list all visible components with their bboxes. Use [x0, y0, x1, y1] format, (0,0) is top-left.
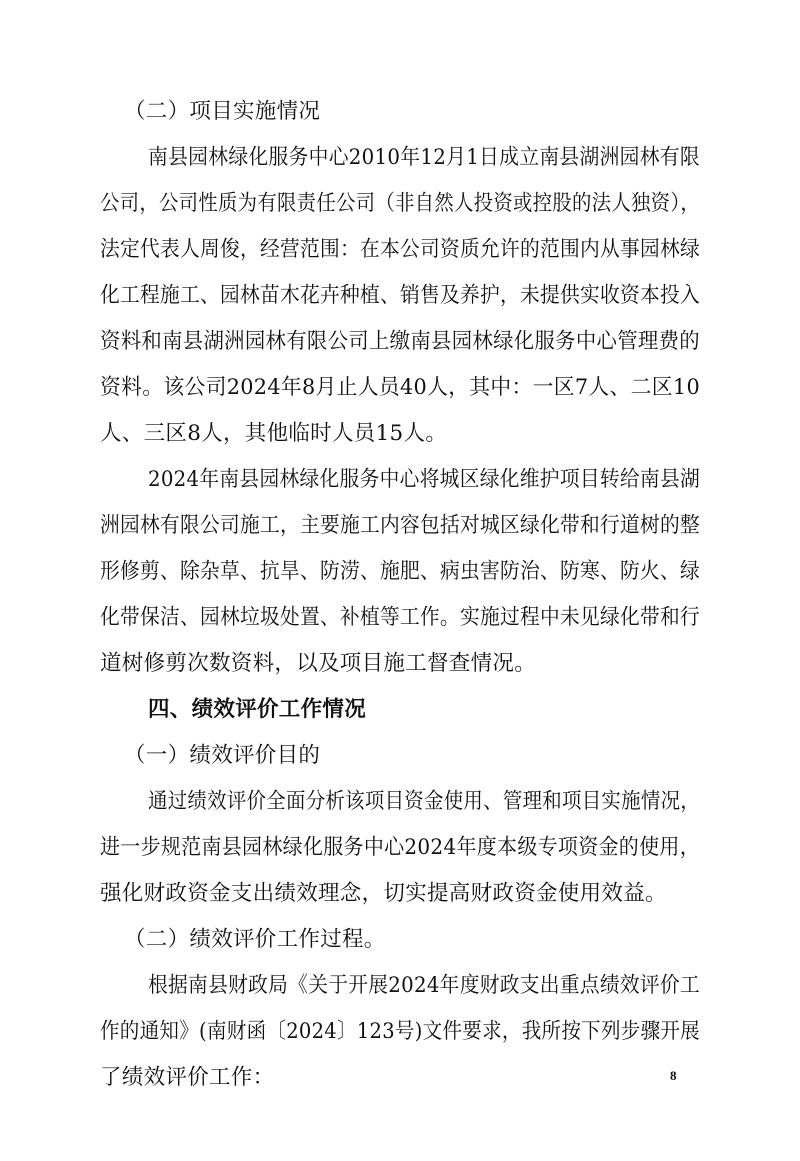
page-number: 8: [670, 1068, 677, 1083]
document-page: （二）项目实施情况 南县园林绿化服务中心2010年12月1日成立南县湖洲园林有限 公司，公司性质为有限责任公司（非自然人投资或控股的法人独资）， 法定代表人周俊，经营范围：在本公司资质允许的范围内从事园林绿 化工程施工、园林苗木花卉种植、销售及养护，未提供实收资本投入 资料和南县湖洲园林有限公司上缴南县园林绿化服务中心管理费的 资料。该公司2024年8月止人员40人，其中：一区7人、二区10 人、三区8人，其他临时人员15人。 2024年南县园林绿化服务中心将城区绿化维护项目转给南县湖 洲园林有限公司施工，主要施工内容包括对城区绿化带和行道树的整 形修剪、除杂草、抗旱、防涝、施肥、病虫害防治、防寒、防火、绿 化带保洁、园林垃圾处置、补植等工作。实施过程中未见绿化带和行 道树修剪次数资料，以及项目施工督查情况。 四、绩效评价工作情况 （一）绩效评价目的 通过绩效评价全面分析该项目资金使用、管理和项目实施情况， 进一步规范南县园林绿化服务中心2024年度本级专项资金的使用， 强化财政资金支出绩效理念，切实提高财政资金使用效益。 （二）绩效评价工作过程。 根据南县财政局《关于开展2024年度财政支出重点绩效评价工 作的通知》(南财函〔2024〕123号)文件要求，我所按下列步骤开展 了绩效评价工作： 8: [100, 99, 700, 1090]
